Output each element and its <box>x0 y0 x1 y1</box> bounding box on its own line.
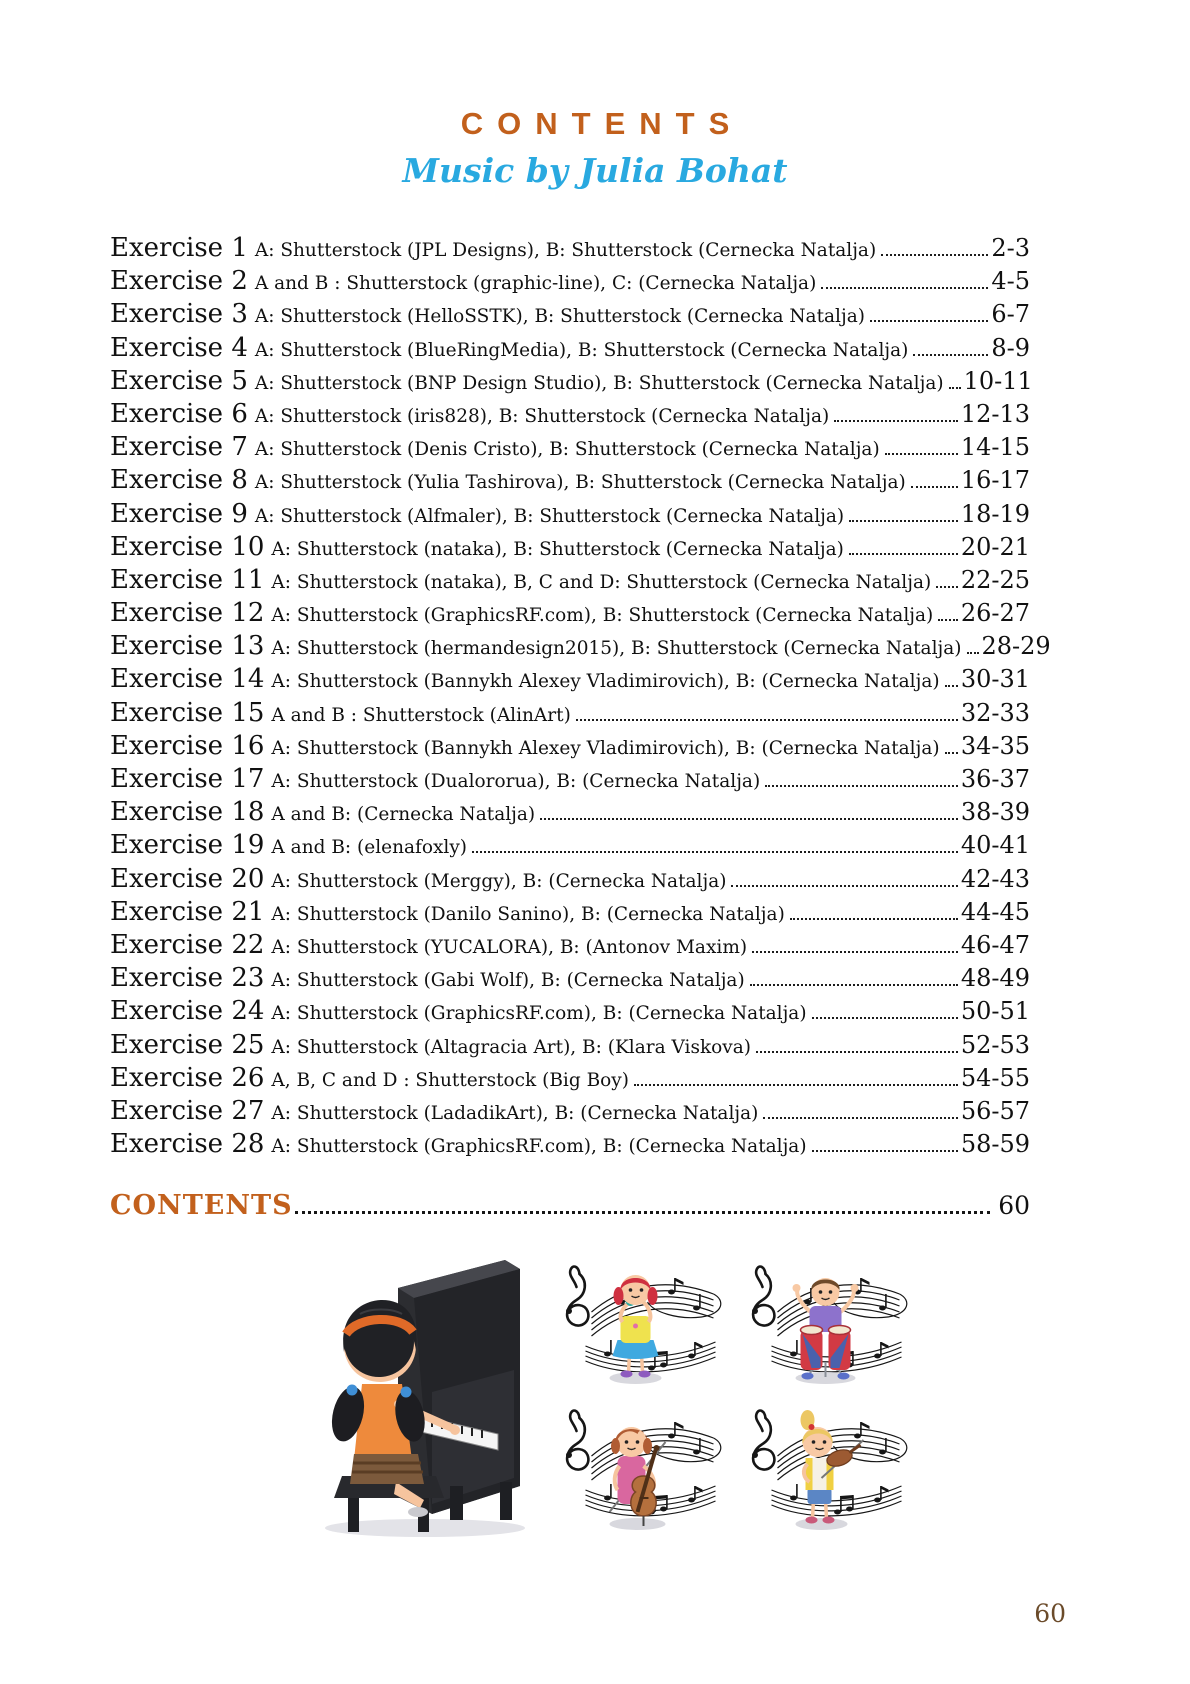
toc-entry-label: Exercise 11 <box>110 564 265 595</box>
toc-entry-pages: 50-51 <box>960 997 1030 1026</box>
toc-entry-pages: 52-53 <box>960 1030 1030 1059</box>
toc-list <box>110 233 1051 1162</box>
girl-playing-cello-illustration <box>550 1394 728 1534</box>
toc-entry <box>110 532 1030 565</box>
toc-entry-pages: 40-41 <box>960 831 1030 860</box>
toc-entry-label: Exercise 25 <box>110 1029 265 1060</box>
dot-leader <box>881 254 988 256</box>
dot-leader <box>765 785 958 787</box>
toc-contents-pages: 60 <box>998 1191 1030 1220</box>
toc-entry-credit: A: Shutterstock (YUCALORA), B: (Antonov Maxim) <box>271 936 748 958</box>
page-subtitle: Music by Julia Bohat <box>402 151 788 190</box>
dot-leader <box>750 984 958 986</box>
toc-entry-pages: 34-35 <box>960 731 1030 760</box>
toc-entry-pages: 30-31 <box>960 665 1030 694</box>
toc-entry-label: Exercise 4 <box>110 332 248 363</box>
toc-entry-credit: A: Shutterstock (Denis Cristo), B: Shutterstock (Cernecka Natalja) <box>254 439 880 461</box>
dot-leader <box>472 851 958 853</box>
toc-entry <box>110 764 1030 797</box>
toc-entry <box>110 233 1030 266</box>
toc-entry-label: Exercise 1 <box>110 233 248 263</box>
toc-entry-credit: A: Shutterstock (hermandesign2015), B: Shutterstock (Cernecka Natalja) <box>271 638 962 660</box>
toc-entry <box>110 664 1030 697</box>
dot-leader <box>790 918 958 920</box>
dot-leader <box>885 453 958 455</box>
toc-entry-credit: A: Shutterstock (GraphicsRF.com), B: Shutterstock (Cernecka Natalja) <box>271 605 934 627</box>
toc-entry <box>110 365 1033 399</box>
toc-entry-label: Exercise 14 <box>110 664 265 695</box>
toc-entry-pages: 28-29 <box>981 632 1051 661</box>
toc-entry <box>110 1063 1030 1096</box>
dot-leader <box>752 951 958 953</box>
toc-entry-pages: 16-17 <box>960 466 1030 495</box>
toc-entry-credit: A: Shutterstock (Yulia Tashirova), B: Shutterstock (Cernecka Natalja) <box>254 472 906 494</box>
toc-entry-label: Exercise 8 <box>110 465 248 496</box>
dot-leader <box>540 818 958 820</box>
toc-entry <box>110 1129 1030 1162</box>
toc-entry-pages: 6-7 <box>991 300 1030 329</box>
toc-entry-credit: A and B : Shutterstock (AlinArt) <box>271 704 571 726</box>
boy-playing-congas-illustration <box>736 1250 914 1390</box>
toc-entry <box>110 399 1030 432</box>
toc-entry-credit: A: Shutterstock (BlueRingMedia), B: Shutterstock (Cernecka Natalja) <box>254 339 909 361</box>
toc-entry-pages: 26-27 <box>960 599 1030 628</box>
toc-entry <box>110 897 1030 930</box>
toc-entry-label: Exercise 28 <box>110 1129 265 1160</box>
toc-entry-pages: 56-57 <box>960 1096 1030 1125</box>
toc-entry-credit: A: Shutterstock (BNP Design Studio), B: Shutterstock (Cernecka Natalja) <box>254 372 944 394</box>
dot-leader <box>967 652 979 654</box>
toc-entry-credit: A and B : Shutterstock (graphic-line), C: (Cernecka Natalja) <box>254 273 817 295</box>
toc-entry <box>110 499 1030 532</box>
toc-contents-entry <box>110 1190 1030 1221</box>
toc-entry <box>110 996 1030 1029</box>
dot-leader <box>870 320 988 322</box>
dot-leader <box>913 354 988 356</box>
girl-playing-piano-illustration <box>300 1242 545 1542</box>
toc-entry-pages: 44-45 <box>960 897 1030 926</box>
dot-leader <box>938 619 958 621</box>
toc-entry-pages: 12-13 <box>960 399 1030 428</box>
toc-entry-label: Exercise 10 <box>110 531 265 562</box>
dot-leader <box>945 685 958 687</box>
toc-entry-credit: A: Shutterstock (Danilo Sanino), B: (Cernecka Natalja) <box>271 903 785 925</box>
toc-entry-pages: 54-55 <box>960 1063 1030 1092</box>
dot-leader <box>936 586 958 588</box>
toc-entry-pages: 32-33 <box>960 698 1030 727</box>
toc-entry-pages: 22-25 <box>960 565 1030 594</box>
toc-entry-pages: 20-21 <box>960 532 1030 561</box>
dot-leader <box>949 387 961 389</box>
toc-entry-pages: 14-15 <box>960 433 1030 462</box>
dot-leader <box>812 1150 958 1152</box>
toc-entry-label: Exercise 18 <box>110 797 265 828</box>
toc-entry-credit: A: Shutterstock (Gabi Wolf), B: (Cernecka Natalja) <box>271 970 745 992</box>
dot-leader <box>576 719 958 721</box>
toc-entry <box>110 333 1030 366</box>
toc-entry-label: Exercise 26 <box>110 1062 265 1093</box>
toc-entry-credit: A: Shutterstock (Dualororua), B: (Cernecka Natalja) <box>271 771 761 792</box>
toc-entry <box>110 797 1030 830</box>
toc-entry <box>110 299 1030 332</box>
toc-contents-label: CONTENTS <box>110 1190 293 1221</box>
dot-leader <box>849 520 958 522</box>
dot-leader <box>849 553 958 555</box>
dot-leader <box>812 1017 958 1019</box>
toc-entry-label: Exercise 13 <box>110 631 265 662</box>
music-vignettes-grid <box>550 1250 916 1544</box>
dot-leader <box>821 287 988 289</box>
toc-entry-credit: A: Shutterstock (LadadikArt), B: (Cernecka Natalja) <box>271 1102 759 1124</box>
toc-entry-pages: 36-37 <box>960 765 1030 793</box>
toc-entry-credit: A: Shutterstock (Bannykh Alexey Vladimirovich), B: (Cernecka Natalja) <box>271 671 940 693</box>
toc-entry-label: Exercise 21 <box>110 896 265 927</box>
toc-entry <box>110 830 1030 863</box>
toc-entry <box>110 266 1030 299</box>
toc-entry-credit: A: Shutterstock (iris828), B: Shutterstock (Cernecka Natalja) <box>254 405 830 427</box>
toc-entry-label: Exercise 2 <box>110 266 248 297</box>
toc-entry-label: Exercise 20 <box>110 863 265 894</box>
dot-leader <box>945 752 958 754</box>
toc-entry-label: Exercise 16 <box>110 730 265 761</box>
toc-entry <box>110 930 1030 963</box>
toc-entry-label: Exercise 23 <box>110 963 265 994</box>
toc-entry <box>110 465 1030 498</box>
toc-entry <box>110 598 1030 631</box>
toc-entry-label: Exercise 17 <box>110 764 265 794</box>
toc-entry-credit: A: Shutterstock (Bannykh Alexey Vladimirovich), B: (Cernecka Natalja) <box>271 737 940 759</box>
girl-playing-violin-illustration <box>736 1394 914 1534</box>
toc-entry-credit: A: Shutterstock (GraphicsRF.com), B: (Cernecka Natalja) <box>271 1136 807 1158</box>
toc-entry-credit: A and B: (Cernecka Natalja) <box>271 804 536 826</box>
toc-entry <box>110 698 1030 731</box>
toc-entry-credit: A: Shutterstock (nataka), B, C and D: Shutterstock (Cernecka Natalja) <box>271 571 932 593</box>
toc-entry <box>110 1096 1030 1129</box>
toc-entry-credit: A: Shutterstock (Merggy), B: (Cernecka Natalja) <box>271 870 727 892</box>
toc-entry-label: Exercise 7 <box>110 432 248 463</box>
dot-leader <box>295 1211 991 1214</box>
page-header <box>0 106 1190 190</box>
toc-entry-pages: 18-19 <box>960 499 1030 528</box>
toc-entry-label: Exercise 6 <box>110 398 248 429</box>
toc-entry-credit: A: Shutterstock (JPL Designs), B: Shutterstock (Cernecka Natalja) <box>254 240 877 261</box>
toc-entry-credit: A: Shutterstock (HelloSSTK), B: Shutterstock (Cernecka Natalja) <box>254 306 865 328</box>
toc-entry-credit: A: Shutterstock (Altagracia Art), B: (Klara Viskova) <box>271 1036 751 1058</box>
toc-entry-label: Exercise 12 <box>110 598 265 629</box>
toc-entry-pages: 58-59 <box>960 1130 1030 1159</box>
toc-entry <box>110 432 1030 465</box>
toc-entry <box>110 963 1030 996</box>
toc-entry-pages: 8-9 <box>991 333 1030 362</box>
page-title: CONTENTS <box>460 106 744 141</box>
dot-leader <box>756 1051 958 1053</box>
toc-entry-label: Exercise 3 <box>110 299 248 330</box>
toc-entry-label: Exercise 5 <box>110 365 248 396</box>
toc-entry-credit: A: Shutterstock (GraphicsRF.com), B: (Cernecka Natalja) <box>271 1003 807 1025</box>
toc-entry-label: Exercise 15 <box>110 697 265 728</box>
illustration-block <box>300 1242 920 1552</box>
dot-leader <box>634 1084 958 1086</box>
girl-singing-with-maracas-illustration <box>550 1250 728 1390</box>
dot-leader <box>911 486 958 488</box>
page-number: 60 <box>1034 1599 1066 1628</box>
toc-entry-credit: A: Shutterstock (Alfmaler), B: Shutterstock (Cernecka Natalja) <box>254 505 845 527</box>
toc-entry-pages: 38-39 <box>960 798 1030 827</box>
toc-entry-pages: 46-47 <box>960 930 1030 959</box>
dot-leader <box>834 420 958 422</box>
toc-entry-label: Exercise 27 <box>110 1095 265 1126</box>
toc-entry-credit: A: Shutterstock (nataka), B: Shutterstock (Cernecka Natalja) <box>271 538 844 560</box>
toc-entry <box>110 731 1030 764</box>
toc-entry-credit: A, B, C and D : Shutterstock (Big Boy) <box>271 1069 629 1091</box>
toc-entry-pages: 42-43 <box>960 864 1030 893</box>
toc-entry-label: Exercise 22 <box>110 929 265 960</box>
toc-entry-label: Exercise 9 <box>110 498 248 529</box>
toc-entry-pages: 48-49 <box>960 964 1030 993</box>
toc-entry-pages: 2-3 <box>991 234 1030 262</box>
toc-entry-label: Exercise 19 <box>110 830 265 861</box>
toc-entry-label: Exercise 24 <box>110 996 265 1027</box>
toc-entry-pages: 4-5 <box>991 267 1030 296</box>
dot-leader <box>731 885 957 887</box>
toc-entry <box>110 631 1051 664</box>
toc-entry-pages: 10-11 <box>963 366 1033 395</box>
toc-entry <box>110 1030 1030 1063</box>
toc-entry <box>110 565 1030 598</box>
toc-entry <box>110 864 1030 897</box>
dot-leader <box>763 1117 957 1119</box>
toc-entry-credit: A and B: (elenafoxly) <box>271 837 468 859</box>
